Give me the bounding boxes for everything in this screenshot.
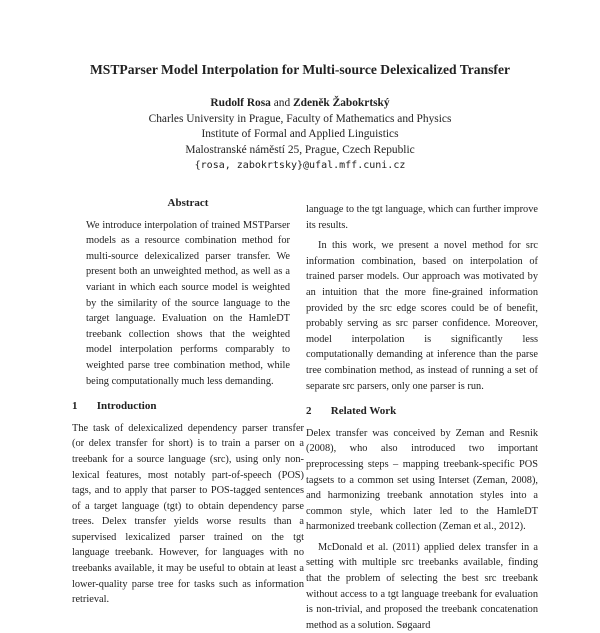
related-work-heading xyxy=(306,404,538,420)
related-work-number: 2 xyxy=(306,405,312,418)
intro-title: Introduction xyxy=(96,400,157,413)
method-paragraph: In this work, we present a novel method for src information combination, based on interpolation of trained parser models. Our approach was motivated by an intuition that the more fine-grained information provided by the src edge scores could be of benefit, probably serving as src parser confidence. Moreover, model interpolation is significantly less computationally demanding at inference than the parse tree combination method, as instead of running a set of separate src parsers, only one parser is run. xyxy=(306,240,538,392)
affiliation-3: Malostranské náměstí 25, Prague, Czech Republic xyxy=(185,143,415,156)
intro-heading xyxy=(72,399,304,415)
author-2: Zdeněk Žabokrtský xyxy=(293,97,390,109)
left-column xyxy=(72,196,304,608)
abstract-text: We introduce interpolation of trained MSTParser models as a resource combination method for multi-source delexicalized parser transfer. We present both an unweighted method, as well as a variant in which each source model is weighted by the similarity of the source language to the target language. Evaluation on the HamleDT treebank collection shows that the weighted model interpolation performs comparably to weighted parse tree combination method, while being computationally much less demanding. xyxy=(86,219,290,387)
related-paragraph-2: McDonald et al. (2011) applied delex transfer in a setting with multiple src treebanks available, finding that the problem of selecting the best src treebank without access to a tgt language treebank for evaluation is non-trivial, and proposed the treebank concatenation method as a solution. Søgaard xyxy=(306,541,538,631)
paper-title: MSTParser Model Interpolation for Multi-source Delexicalized Transfer xyxy=(89,62,511,77)
right-column xyxy=(306,202,538,633)
related-paragraph-1: Delex transfer was conceived by Zeman and Resnik (2008), who also introduced two important preprocessing steps – mapping treebank-specific POS tagsets to a common set using Interset (Zeman, 2008), and harmonizing treebank annotation styles into a common style, which later led to the HamleDT harmonized treebank collection (Zeman et al., 2012). xyxy=(306,427,538,533)
abstract-heading: Abstract xyxy=(167,197,209,209)
author-1: Rudolf Rosa xyxy=(210,97,271,109)
related-work-title: Related Work xyxy=(330,405,397,418)
affiliation-1: Charles University in Prague, Faculty of Mathematics and Physics xyxy=(148,112,452,125)
intro-number: 1 xyxy=(72,400,78,413)
email-address: {rosa, zabokrtsky}@ufal.mff.cuni.cz xyxy=(194,160,406,172)
affiliation-2: Institute of Formal and Applied Linguistics xyxy=(201,128,399,141)
continued-paragraph: language to the tgt language, which can further improve its results. xyxy=(306,204,538,231)
author-and: and xyxy=(273,97,291,109)
author-names xyxy=(0,96,600,112)
intro-paragraph: The task of delexicalized dependency parser transfer (or delex transfer for short) is to train a parser on a treebank for a source language (src), using only non-lexical features, most notably part-of-speech (POS) tags, and to apply that parser to POS-tagged sentences of a target language (tgt) to obtain dependency parse trees. Delex transfer yields worse results than a supervised lexicalized parser trained on the tgt language treebank. However, for languages with no treebanks available, it may be useful to obtain at least a lower-quality parse tree for tasks such as information retrieval. xyxy=(72,422,304,606)
author-block xyxy=(0,96,600,174)
